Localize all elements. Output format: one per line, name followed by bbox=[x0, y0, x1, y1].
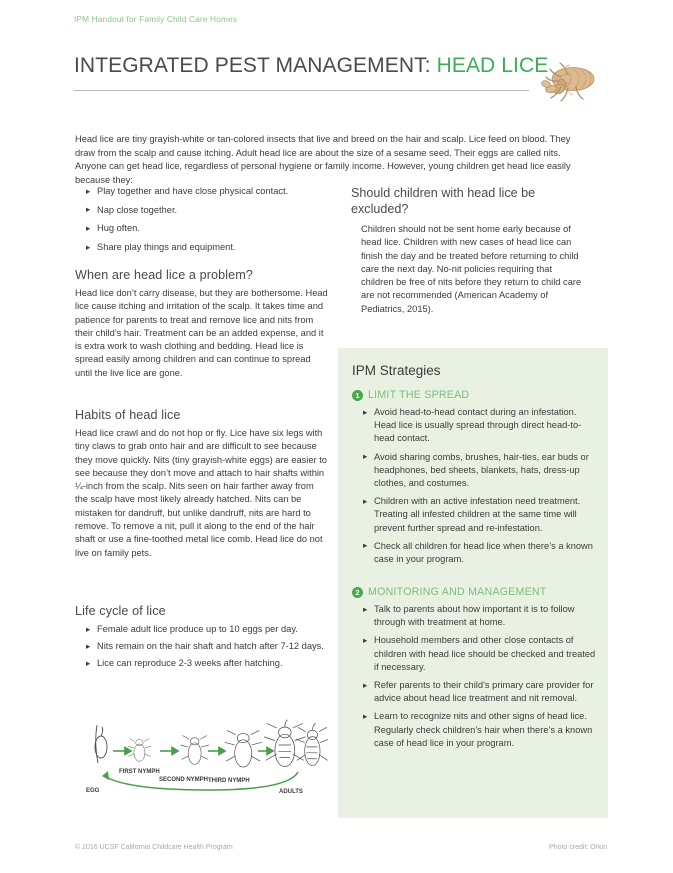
section-heading: Habits of head lice bbox=[75, 408, 181, 422]
section-when-problem bbox=[75, 268, 328, 380]
list-item: ▸ Avoid sharing combs, brushes, hair-ties, ear buds or headphones, bed sheets, blankets, hats, dress-up clothes, and costumes. bbox=[363, 451, 596, 491]
page-kicker: IPM Handout for Family Child Care Homes bbox=[74, 14, 238, 24]
strategy-header bbox=[352, 389, 596, 401]
diagram-label-egg: EGG bbox=[86, 788, 100, 794]
head-louse-photo bbox=[521, 53, 603, 108]
intro-paragraph: Head lice are tiny grayish-white or tan-colored insects that live and breed on the hair and scalp. Lice feed on blood. They draw from the scalp and cause itching. Adult head lice are about the size of a sesame seed. Their eggs are called nits. Anyone can get head lice, regardless of personal hygiene or family income. However, young children get head lice easily because they: bbox=[75, 134, 571, 185]
strategy-title: MONITORING AND MANAGEMENT bbox=[368, 586, 547, 598]
section-life-cycle bbox=[75, 604, 328, 675]
list-item: ▸ Check all children for head lice when there’s a known case in your program. bbox=[363, 540, 596, 566]
title-divider bbox=[74, 90, 529, 91]
list-item: ▸ Female adult lice produce up to 10 eggs per day. bbox=[86, 623, 328, 636]
life-cycle-diagram bbox=[75, 717, 328, 802]
strategy-monitoring-and-management bbox=[352, 586, 596, 755]
diagram-label-third-nymph: THIRD NYMPH bbox=[208, 778, 250, 784]
diagram-label-first-nymph: FIRST NYMPH bbox=[119, 769, 160, 775]
list-item: ▸ Share play things and equipment. bbox=[86, 241, 326, 254]
list-item: ▸ Children with an active infestation need treatment. Treating all infested children at the same time will prevent further spread and re-infestation. bbox=[363, 495, 596, 535]
list-item: ▸ Household members and other close contacts of children with head lice should be checked and treated if necessary. bbox=[363, 634, 596, 674]
diagram-label-second-nymph: SECOND NYMPH bbox=[159, 777, 209, 783]
panel-title: IPM Strategies bbox=[352, 363, 441, 378]
section-habits bbox=[75, 408, 328, 560]
list-item: ▸ Learn to recognize nits and other signs of head lice. Regularly check children’s hair when there’s a known case of head lice in your program. bbox=[363, 710, 596, 750]
strategy-limit-the-spread bbox=[352, 389, 596, 571]
list-item: ▸ Hug often. bbox=[86, 222, 326, 235]
list-item: ▸ Play together and have close physical contact. bbox=[86, 185, 326, 198]
return-arrow-head bbox=[102, 771, 109, 780]
list-item: ▸ Refer parents to their child’s primary care provider for advice about head lice treatment and nit removal. bbox=[363, 679, 596, 705]
section-excluded bbox=[351, 185, 583, 316]
page-title-highlight: HEAD LICE bbox=[436, 54, 549, 77]
list-item: ▸ Nap close together. bbox=[86, 204, 326, 217]
footer-photo-credit: Photo credit: Orkin bbox=[549, 844, 607, 851]
section-body: Head lice crawl and do not hop or fly. Lice have six legs with tiny claws to grab onto hair and are difficult to see because they move quickly. Nits (tiny grayish-white eggs) are easier to see because they don’t move and attach to hair shafts within ¼-inch from the scalp. Nits seen on hair farther away from the scalp have most likely already hatched. Nits can be mistaken for dandruff, but unlike dandruff, nits are hard to remove. To remove a nit, pull it along to the end of the hair shaft or use a fine-toothed metal lice comb. Head lice do not live on family pets. bbox=[75, 428, 327, 558]
diagram-label-adults: ADULTS bbox=[279, 789, 303, 795]
intro-bullet-list bbox=[86, 185, 326, 260]
ipm-strategies-panel bbox=[338, 348, 608, 818]
strategy-title: LIMIT THE SPREAD bbox=[368, 389, 470, 401]
section-body: Head lice don’t carry disease, but they are bothersome. Head lice cause itching and irritation of the scalp. It takes time and patience for parents to treat and remove lice and nits from their child’s hair. Treatment can be an added expense, and it is extra work to wash clothing and bedding. Head lice is spread easily among children and can continue to spread until the live lice are gone. bbox=[75, 288, 328, 378]
section-heading: Should children with head lice be excluded? bbox=[351, 186, 536, 216]
strategy-number-badge: 2 bbox=[352, 587, 363, 598]
list-item: ▸ Nits remain on the hair shaft and hatch after 7-12 days. bbox=[86, 640, 328, 653]
section-body: Children should not be sent home early because of head lice. Children with new cases of head lice can finish the day and be treated before returning to child care the next day. No-nit policies requiring that children be free of nits before they return to child care are not recommended (American Academy of Pediatrics, 2015). bbox=[361, 224, 582, 314]
footer-copyright: © 2016 UCSF California Childcare Health Program bbox=[75, 844, 233, 851]
list-item: ▸ Avoid head-to-head contact during an infestation. Head lice is usually spread through direct head-to-head contact. bbox=[363, 406, 596, 446]
page-title bbox=[74, 54, 548, 78]
strategy-header bbox=[352, 586, 596, 598]
page-title-main: INTEGRATED PEST MANAGEMENT: bbox=[74, 54, 431, 77]
strategy-number-badge: 1 bbox=[352, 390, 363, 401]
list-item: ▸ Talk to parents about how important it is to follow through with treatment at home. bbox=[363, 603, 596, 629]
section-heading: Life cycle of lice bbox=[75, 604, 166, 618]
list-item: ▸ Lice can reproduce 2-3 weeks after hatching. bbox=[86, 657, 328, 670]
section-heading: When are head lice a problem? bbox=[75, 268, 253, 282]
